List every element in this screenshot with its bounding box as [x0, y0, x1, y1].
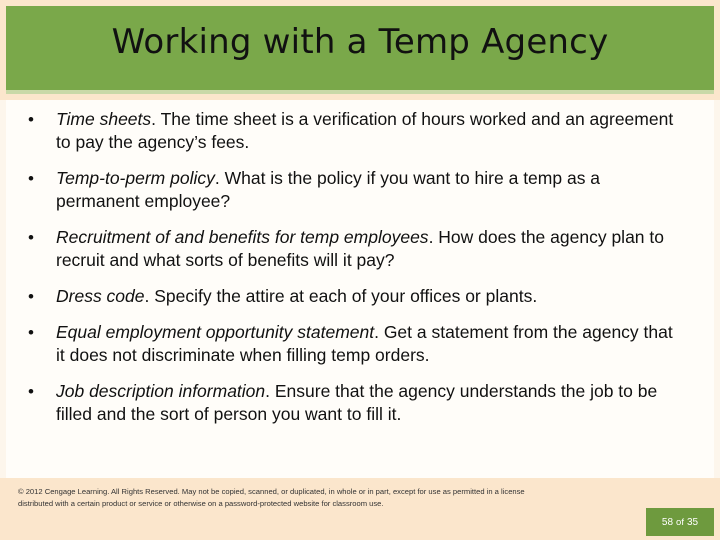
bullet-icon: • — [28, 228, 34, 247]
bullet-text: . Specify the attire at each of your offices or plants. — [144, 286, 538, 306]
bullet-icon: • — [28, 110, 34, 129]
bullet-term: Job description information — [56, 381, 266, 401]
bullet-item — [26, 380, 676, 426]
copyright-notice: © 2012 Cengage Learning. All Rights Reserved. May not be copied, scanned, or duplicated, in whole or in part, except for use as permitted in a license distributed with a certain product or service or otherwise on a password-protected website for classroom use. — [18, 487, 525, 508]
bullet-text: . Ensure that the agency understands the job to be filled and the sort of person you want to fill it. — [56, 381, 658, 424]
bullet-item — [26, 167, 676, 213]
bullet-text: . Get a statement from the agency that it does not discriminate when filling temp orders. — [56, 322, 673, 365]
bullet-term: Recruitment of and benefits for temp employees — [56, 227, 429, 247]
bullet-term: Time sheets — [56, 109, 152, 129]
bullet-item — [26, 108, 676, 154]
page-current: 58 — [661, 516, 674, 528]
page-number-badge — [646, 508, 714, 536]
bullet-text: . How does the agency plan to recruit and what sorts of benefits will it pay? — [56, 227, 664, 270]
bullet-icon: • — [28, 382, 34, 401]
bullet-text: . What is the policy if you want to hire a temp as a permanent employee? — [56, 168, 601, 211]
bullet-item — [26, 285, 676, 308]
slide-title: Working with a Temp Agency — [111, 22, 609, 62]
bullet-term: Equal employment opportunity statement — [56, 322, 375, 342]
bullet-item — [26, 321, 676, 367]
bullet-icon: • — [28, 323, 34, 342]
bullet-item — [26, 226, 676, 272]
bullet-term: Dress code — [56, 286, 145, 306]
page-of-label: of — [676, 516, 684, 528]
bullet-icon: • — [28, 287, 34, 306]
bullet-text: . The time sheet is a verification of hours worked and an agreement to pay the agency’s fees. — [56, 109, 674, 152]
bullet-term: Temp-to-perm policy — [56, 168, 215, 188]
bullet-list — [26, 108, 676, 439]
bullet-icon: • — [28, 169, 34, 188]
header — [0, 0, 720, 100]
page-total: 35 — [686, 516, 699, 528]
